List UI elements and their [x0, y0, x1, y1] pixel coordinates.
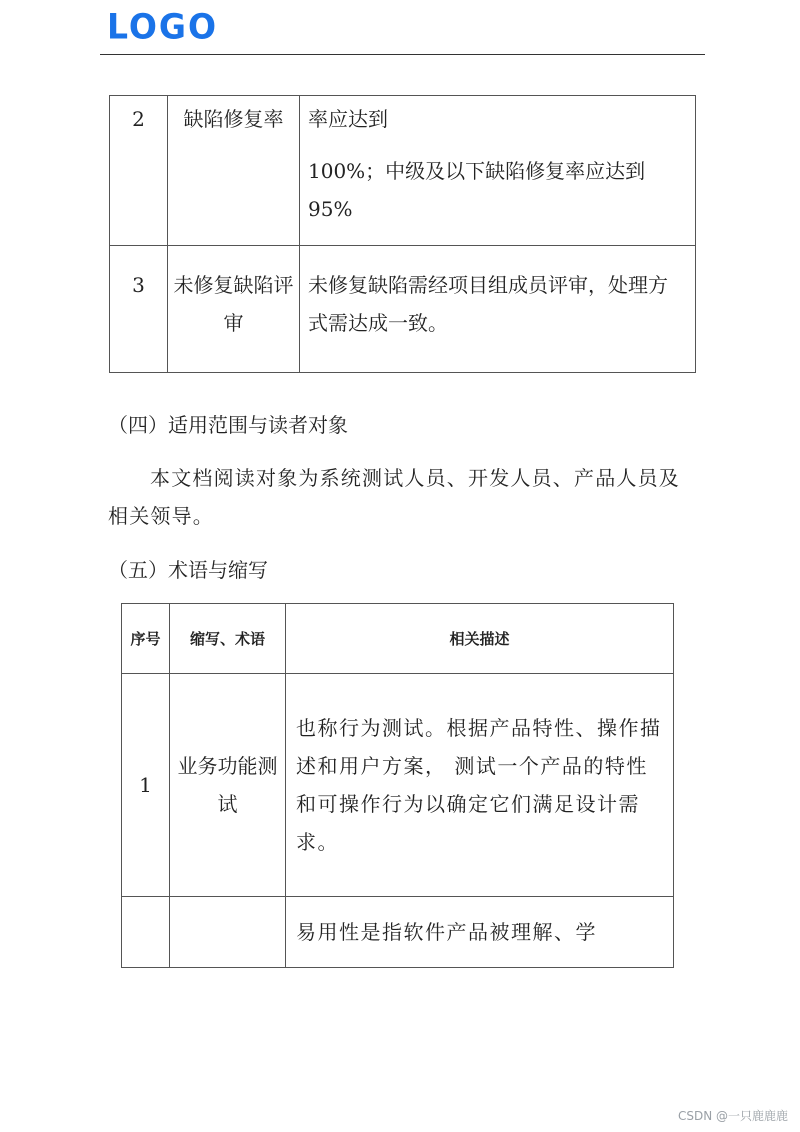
row-item: 缺陷修复率	[168, 96, 300, 246]
section-heading-scope: （四）适用范围与读者对象	[108, 413, 348, 437]
section-heading-terms: （五）术语与缩写	[108, 558, 268, 582]
row-term: 业务功能测试	[170, 674, 286, 897]
description-line: 未修复缺陷需经项目组成员评审，处理方式需达成一致。	[308, 273, 668, 335]
row-description	[300, 246, 696, 373]
description-line: 率应达到	[308, 107, 388, 131]
watermark: CSDN @一只鹿鹿鹿	[677, 1109, 788, 1123]
column-header-description: 相关描述	[286, 604, 674, 674]
row-description: 易用性是指软件产品被理解、学	[286, 897, 674, 968]
row-number: 2	[110, 96, 168, 246]
table-row	[110, 246, 696, 373]
row-term	[170, 897, 286, 968]
header-divider	[100, 54, 705, 55]
row-number: 1	[122, 674, 170, 897]
description-line: 100%；中级及以下缺陷修复率应达到95%	[308, 159, 646, 221]
column-header-number: 序号	[122, 604, 170, 674]
table-row	[122, 897, 674, 968]
row-description	[300, 96, 696, 246]
criteria-table	[109, 95, 696, 373]
row-number	[122, 897, 170, 968]
logo: LOGO	[107, 6, 219, 47]
table-header-row	[122, 604, 674, 674]
column-header-term: 缩写、术语	[170, 604, 286, 674]
row-item: 未修复缺陷评审	[168, 246, 300, 373]
scope-paragraph: 本文档阅读对象为系统测试人员、开发人员、产品人员及相关领导。	[108, 466, 680, 528]
row-number: 3	[110, 246, 168, 373]
terms-table	[121, 603, 674, 968]
row-description: 也称行为测试。根据产品特性、操作描述和用户方案， 测试一个产品的特性和可操作行为以确定它们满足设计需求。	[286, 674, 674, 897]
table-row	[122, 674, 674, 897]
table-row	[110, 96, 696, 246]
